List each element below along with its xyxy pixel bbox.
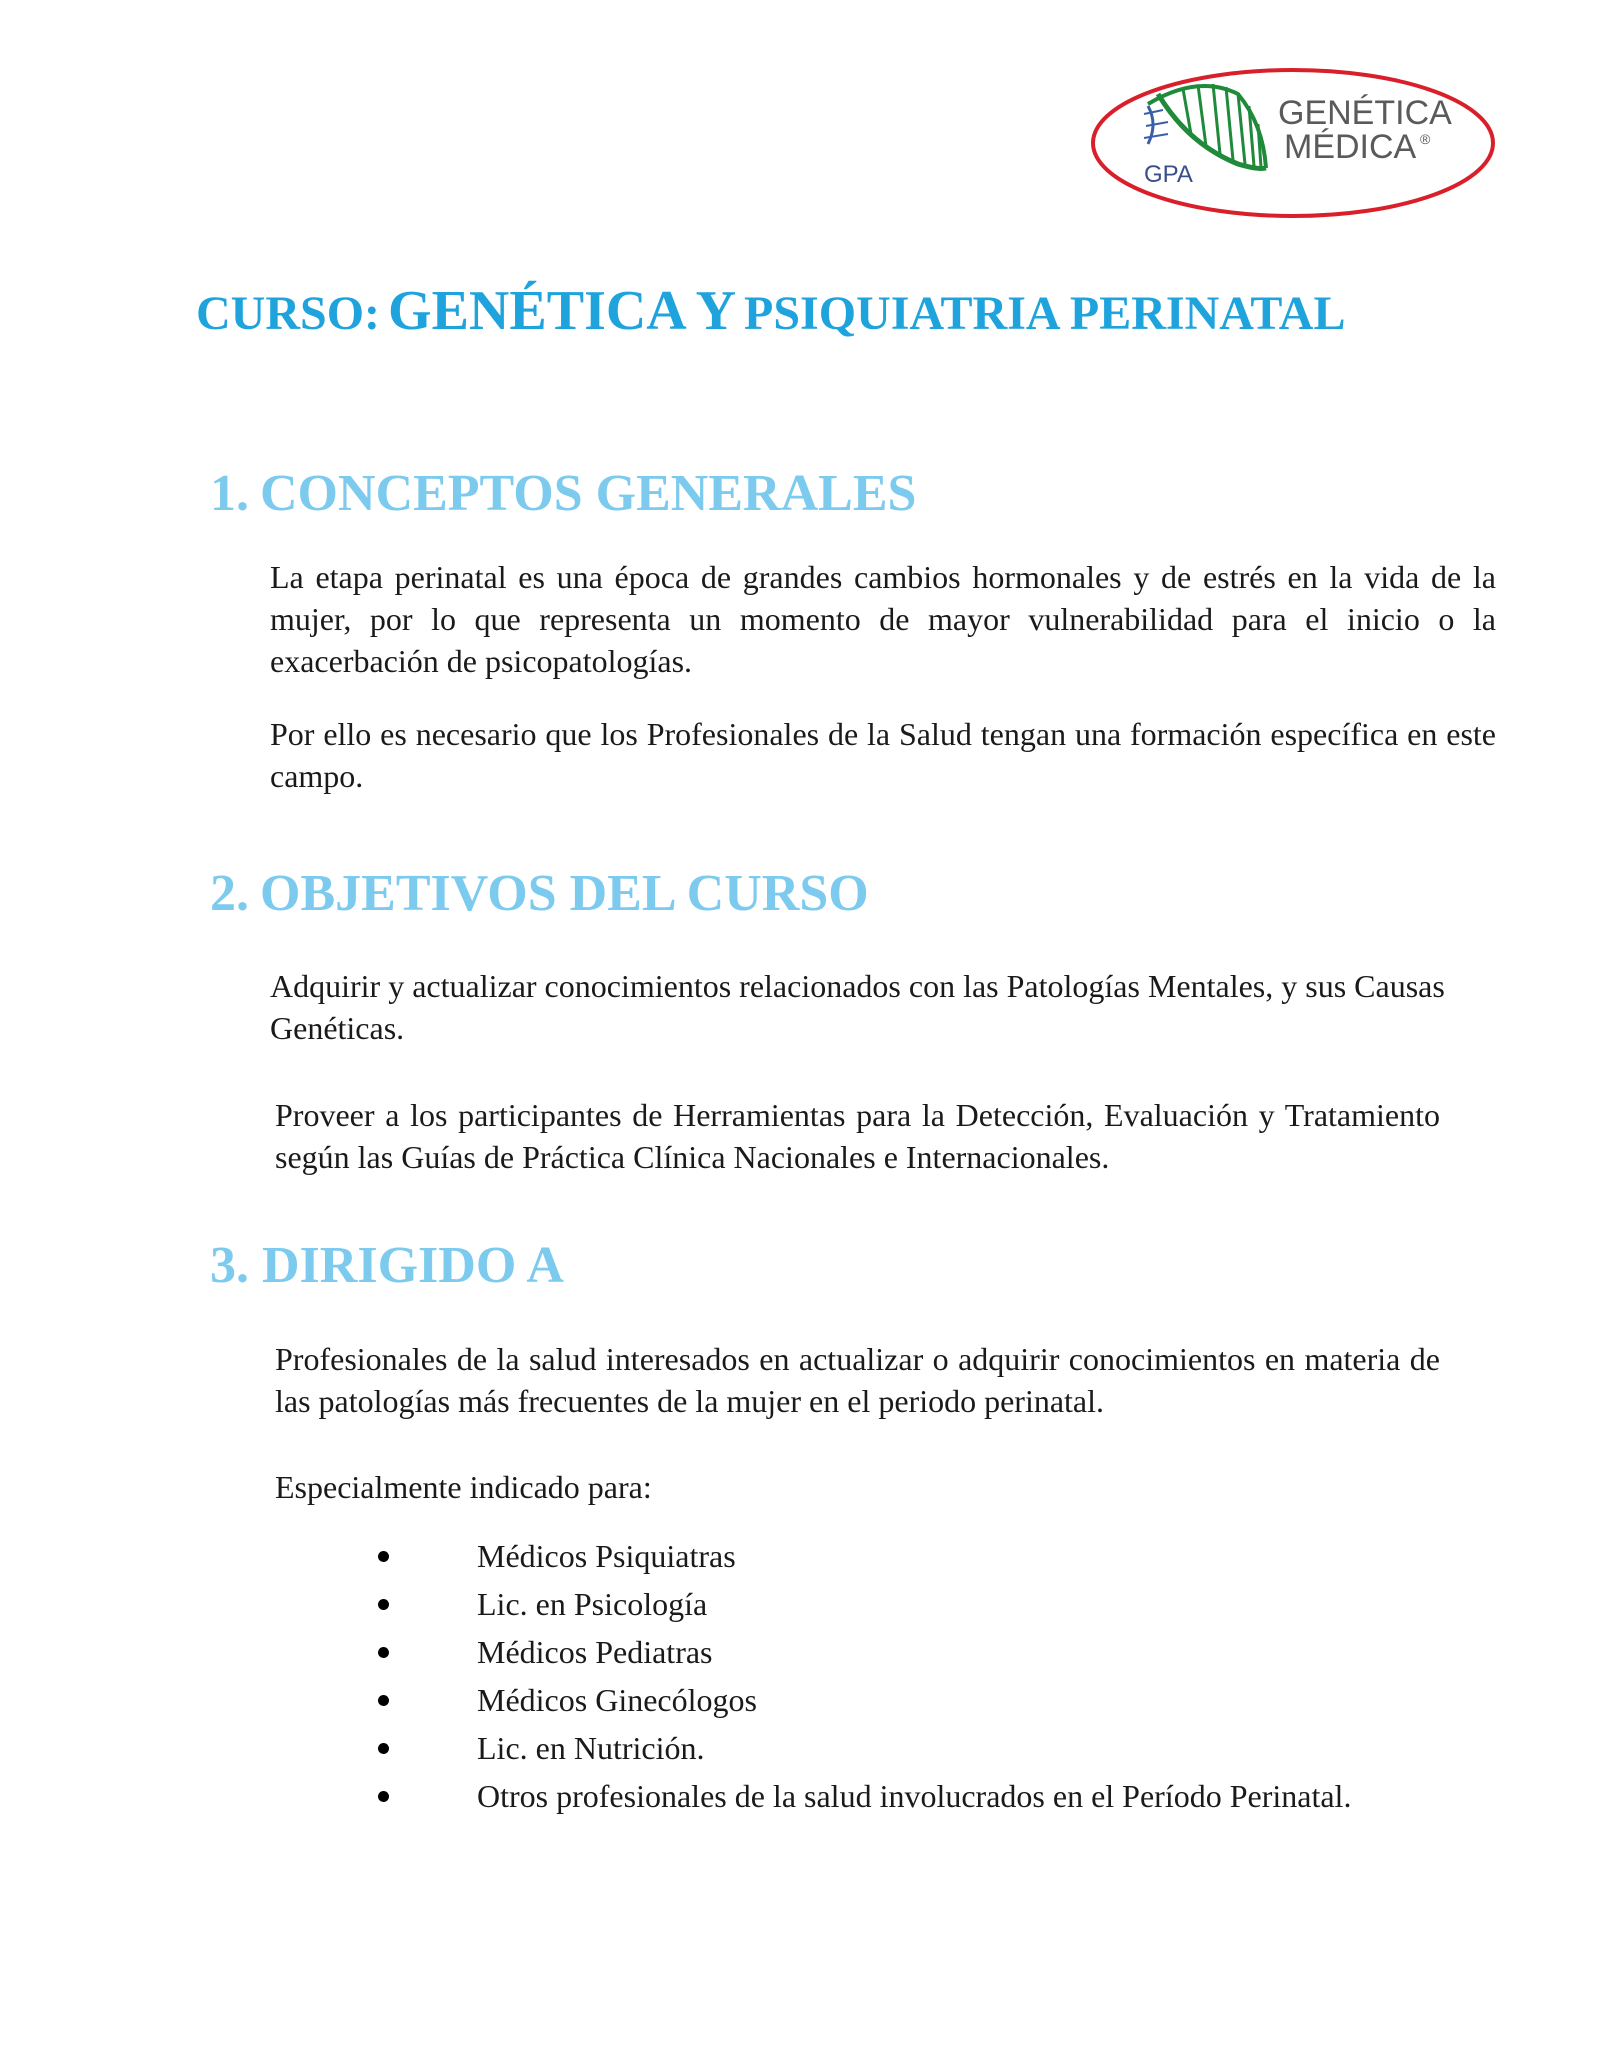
list-item: Lic. en Psicología <box>370 1580 1351 1628</box>
section-number: 1. <box>210 465 249 522</box>
section-heading-conceptos <box>210 465 917 522</box>
list-item: Médicos Pediatras <box>370 1628 1351 1676</box>
bullet-icon <box>378 1551 389 1562</box>
list-item: Médicos Psiquiatras <box>370 1532 1351 1580</box>
bullet-icon <box>378 1647 389 1658</box>
genetica-medica-logo <box>1088 64 1498 222</box>
title-suffix: PSIQUIATRIA PERINATAL <box>744 287 1346 340</box>
logo-line1: GENÉTICA <box>1278 94 1452 132</box>
paragraph: La etapa perinatal es una época de grandes cambios hormonales y de estrés en la vida de la mujer, por lo que representa un momento de mayor vulnerabilidad para el inicio o la exacerbación de psicopatologías. <box>270 559 1496 679</box>
bullet-icon <box>378 1695 389 1706</box>
list-item: Lic. en Nutrición. <box>370 1724 1351 1772</box>
section-title: OBJETIVOS DEL CURSO <box>260 865 869 922</box>
logo-line2: MÉDICA <box>1284 128 1417 166</box>
page-title <box>196 280 1346 342</box>
audience-list <box>370 1532 1351 1820</box>
section-heading-dirigido <box>210 1237 564 1294</box>
title-prefix: CURSO: <box>196 287 381 340</box>
list-item: Médicos Ginecólogos <box>370 1676 1351 1724</box>
paragraph: Por ello es necesario que los Profesionales de la Salud tengan una formación específica en este campo. <box>270 716 1496 794</box>
bullet-icon <box>378 1791 389 1802</box>
bullet-icon <box>378 1599 389 1610</box>
bullet-icon <box>378 1743 389 1754</box>
paragraph: Proveer a los participantes de Herramientas para la Detección, Evaluación y Tratamiento según las Guías de Práctica Clínica Nacionales e Internacionales. <box>275 1097 1440 1175</box>
section-number: 3. <box>210 1237 249 1294</box>
list-item: Otros profesionales de la salud involucrados en el Período Perinatal. <box>370 1772 1351 1820</box>
title-main: GENÉTICA Y <box>388 280 737 342</box>
section-title: DIRIGIDO A <box>262 1237 564 1294</box>
paragraph: Adquirir y actualizar conocimientos relacionados con las Patologías Mentales, y sus Causas Genéticas. <box>270 968 1445 1046</box>
paragraph: Especialmente indicado para: <box>275 1469 652 1505</box>
section-heading-objetivos <box>210 865 869 922</box>
section-title: CONCEPTOS GENERALES <box>260 465 917 522</box>
section-number: 2. <box>210 865 249 922</box>
paragraph: Profesionales de la salud interesados en actualizar o adquirir conocimientos en materia de las patologías más frecuentes de la mujer en el periodo perinatal. <box>275 1341 1440 1419</box>
logo-badge-text: GPA <box>1144 161 1193 188</box>
logo-registered-mark: ® <box>1420 131 1431 147</box>
